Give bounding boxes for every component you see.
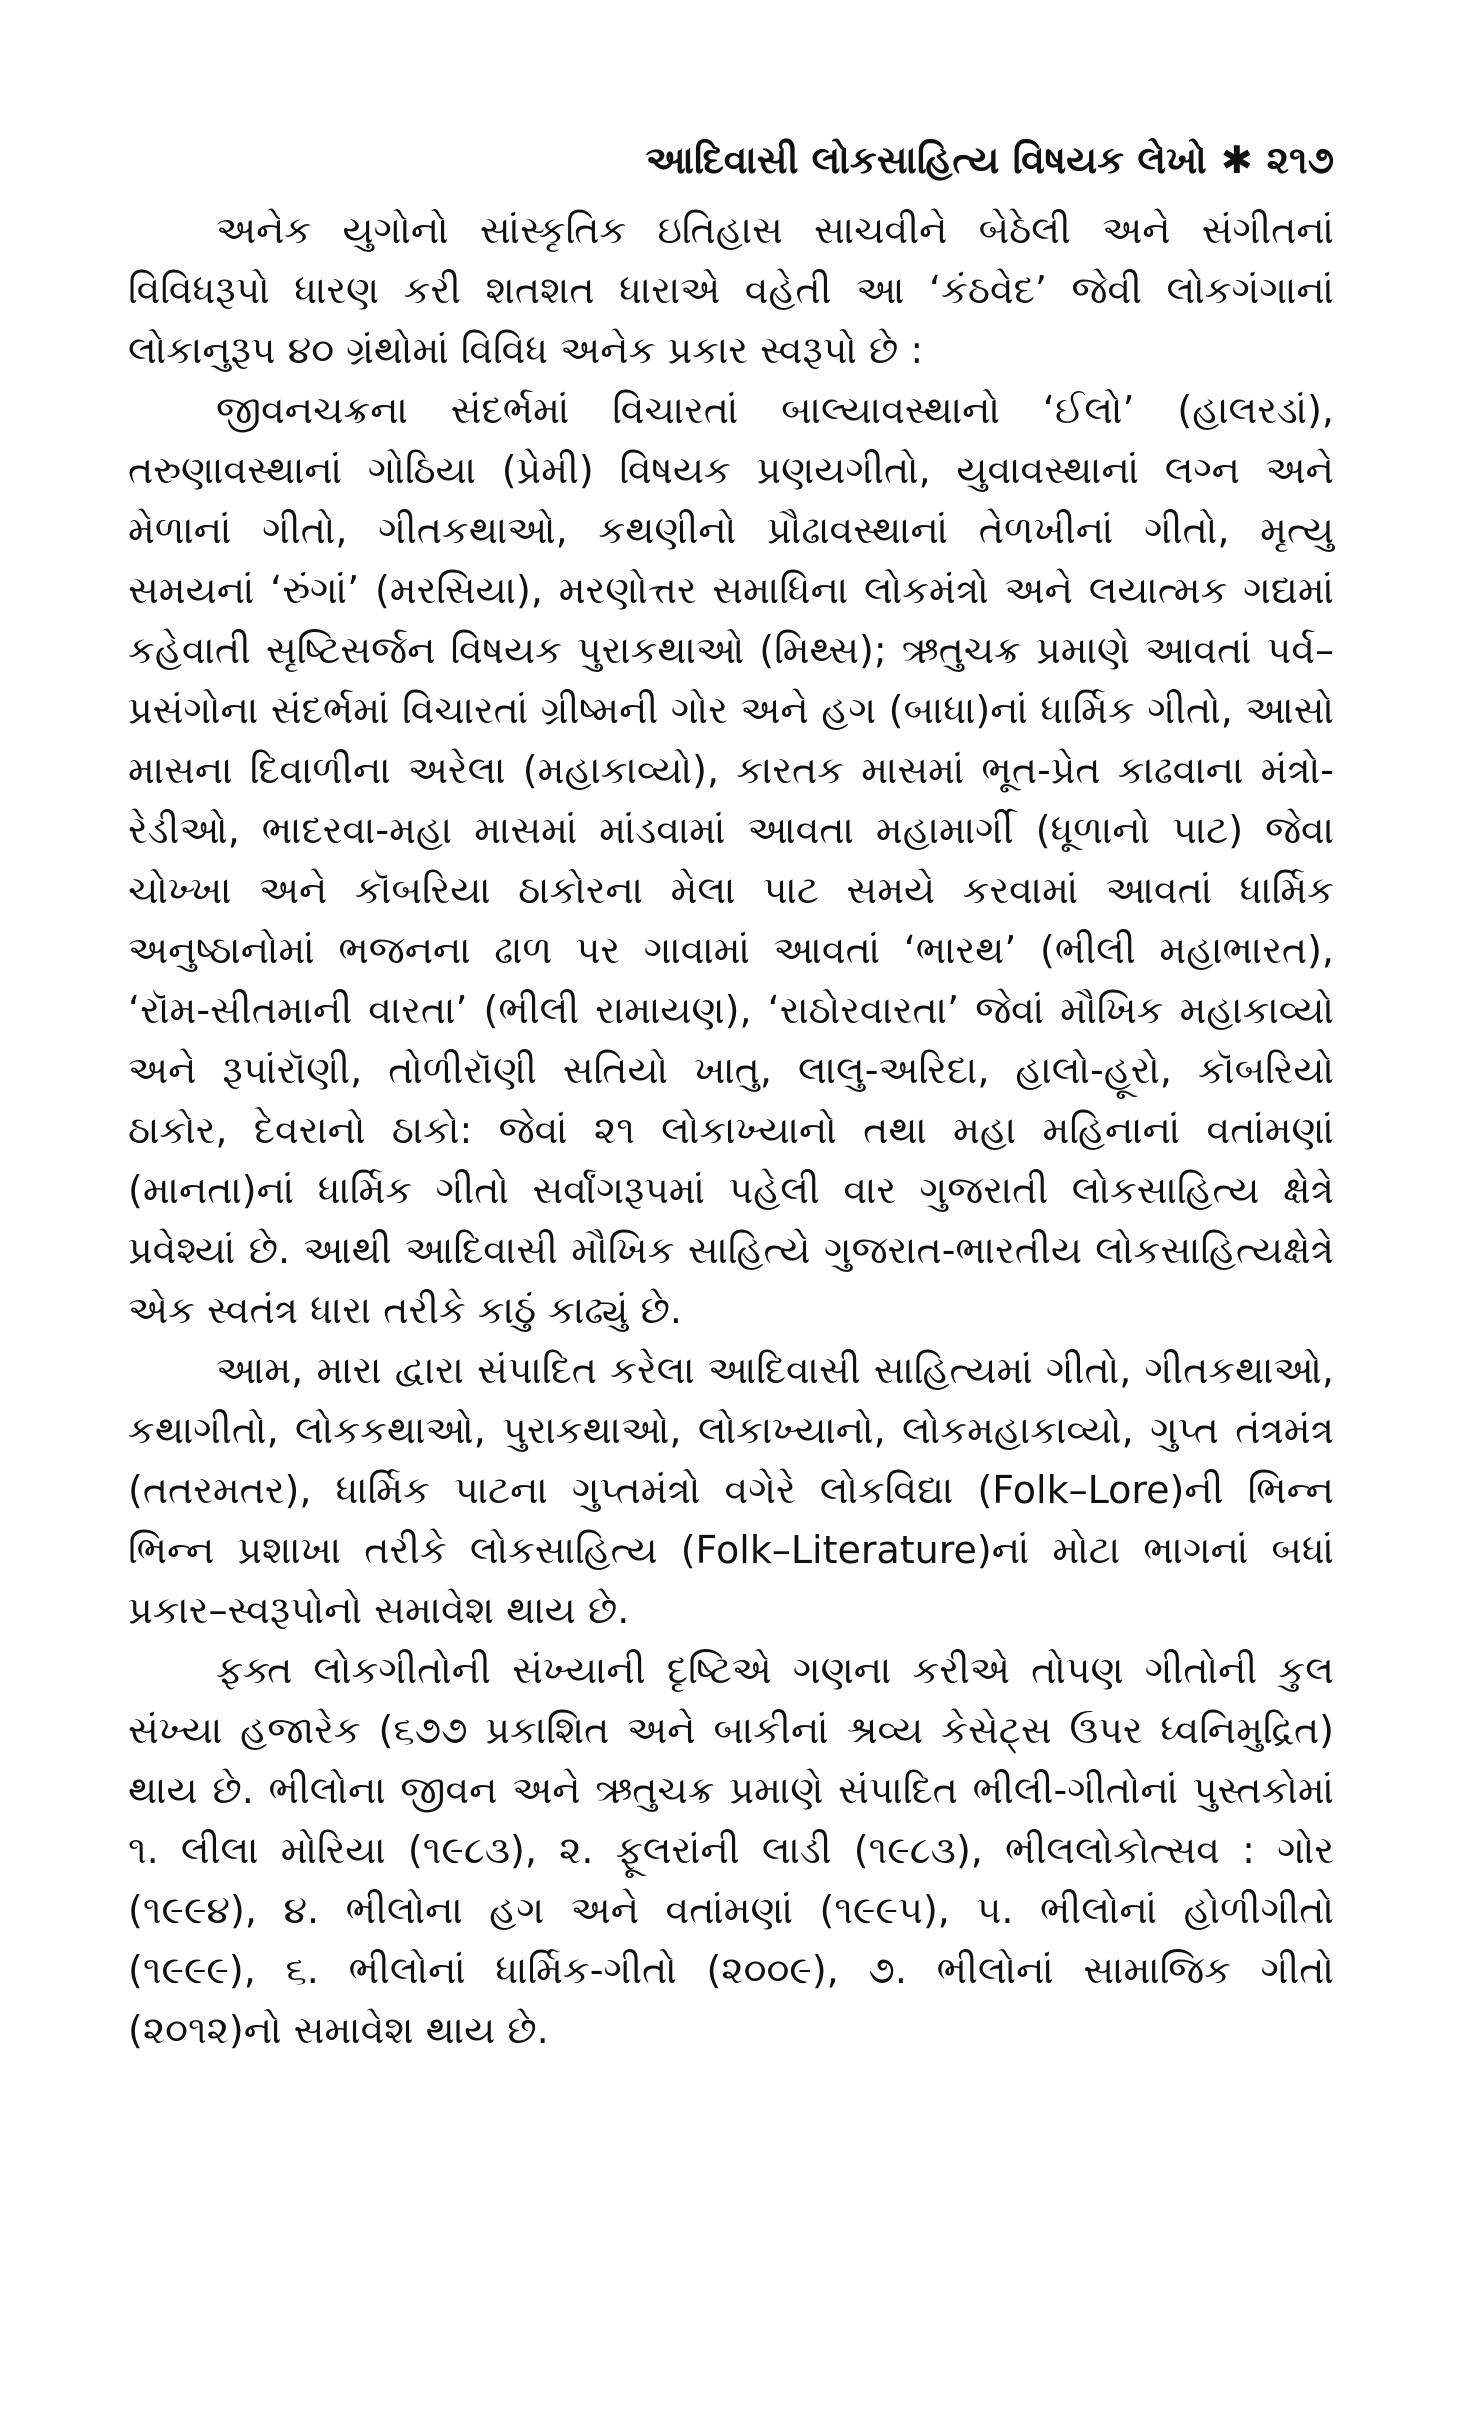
body-text xyxy=(128,200,1334,2060)
paragraph-3: આમ, મારા દ્વારા સંપાદિત કરેલા આદિવાસી સાહિત્યમાં ગીતો, ગીતકથાઓ, કથાગીતો, લોકકથાઓ, પુરાકથાઓ, લોકાખ્યાનો, લોકમહાકાવ્યો, ગુપ્ત તંત્રમંત્ર (તતરમતર), ધાર્મિક પાટના ગુપ્તમંત્રો વગેરે લોકવિદ્યા (Folk–Lore)ની ભિન્ન ભિન્ન પ્રશાખા તરીકે લોકસાહિત્ય (Folk–Literature)નાં મોટા ભાગનાં બધાં પ્રકાર–સ્વરૂપોનો સમાવેશ થાય છે. xyxy=(128,1348,1334,1632)
running-title: આદિવાસી લોકસાહિત્ય વિષયક લેખો xyxy=(645,138,1207,182)
separator-star: ✱ xyxy=(1220,138,1253,182)
paragraph-2: જીવનચક્રના સંદર્ભમાં વિચારતાં બાલ્યાવસ્થાનો ‘ઈલો’ (હાલરડાં), તરુણાવસ્થાનાં ગોઠિયા (પ્રેમી) વિષયક પ્રણયગીતો, યુવાવસ્થાનાં લગ્ન અને મેળાનાં ગીતો, ગીતકથાઓ, કથણીનો પ્રૌઢાવસ્થાનાં તેળખીનાં ગીતો, મૃત્યુ સમયનાં ‘રુંગાં’ (મરસિયા), મરણોત્તર સમાધિના લોકમંત્રો અને લયાત્મક ગદ્યમાં કહેવાતી સૃષ્ટિસર્જન વિષયક પુરાકથાઓ (મિથ્સ); ઋતુચક્ર પ્રમાણે આવતાં પર્વ–પ્રસંગોના સંદર્ભમાં વિચારતાં ગ્રીષ્મની ગોર અને હગ (બાધા)નાં ધાર્મિક ગીતો, આસો માસના દિવાળીના અરેલા (મહાકાવ્યો), કારતક માસમાં ભૂત-પ્રેત કાઢવાના મંત્રો-રેડીઓ, ભાદરવા-મહા માસમાં માંડવામાં આવતા મહામાર્ગી (ધૂળાનો પાટ) જેવા ચોખ્ખા અને કૉબરિયા ઠાકોરના મેલા પાટ સમયે કરવામાં આવતાં ધાર્મિક અનુષ્ઠાનોમાં ભજનના ઢાળ પર ગાવામાં આવતાં ‘ભારથ’ (ભીલી મહાભારત), ‘રૉમ-સીતમાની વારતા’ (ભીલી રામાયણ), ‘રાઠોરવારતા’ જેવાં મૌખિક મહાકાવ્યો અને રૂપાંરૉણી, તોળીરૉણી સતિયો ખાતુ, લાલુ-અરિદા, હાલો-હૂરો, કૉબરિયો ઠાકોર, દેવરાનો ઠાકો: જેવાં ૨૧ લોકાખ્યાનો તથા મહા મહિનાનાં વતાંમણાં (માનતા)નાં ધાર્મિક ગીતો સર્વાંગરૂપમાં પહેલી વાર ગુજરાતી લોકસાહિત્ય ક્ષેત્રે પ્રવેશ્યાં છે. આથી આદિવાસી મૌખિક સાહિત્યે ગુજરાત-ભારતીય લોકસાહિત્યક્ષેત્રે એક સ્વતંત્ર ધારા તરીકે કાઠું કાઢ્યું છે. xyxy=(128,388,1334,1332)
paragraph-4: ફક્ત લોકગીતોની સંખ્યાની દૃષ્ટિએ ગણના કરીએ તોપણ ગીતોની કુલ સંખ્યા હજારેક (૬૭૭ પ્રકાશિત અને બાકીનાં શ્રવ્ય કેસેટ્સ ઉપર ધ્વનિમુદ્રિત) થાય છે. ભીલોના જીવન અને ઋતુચક્ર પ્રમાણે સંપાદિત ભીલી-ગીતોનાં પુસ્તકોમાં ૧. લીલા મોરિયા (૧૯૮૩), ૨. ફૂલરાંની લાડી (૧૯૮૩), ભીલલોકોત્સવ : ગોર (૧૯૯૪), ૪. ભીલોના હગ અને વતાંમણાં (૧૯૯૫), ૫. ભીલોનાં હોળીગીતો (૧૯૯૯), ૬. ભીલોનાં ધાર્મિક-ગીતો (૨૦૦૯), ૭. ભીલોનાં સામાજિક ગીતો (૨૦૧૨)નો સમાવેશ થાય છે. xyxy=(128,1648,1334,2052)
page-number: ૨૧૭ xyxy=(1266,138,1334,182)
running-header xyxy=(128,130,1334,190)
paragraph-1: અનેક યુગોનો સાંસ્કૃતિક ઇતિહાસ સાચવીને બેઠેલી અને સંગીતનાં વિવિધરૂપો ધારણ કરી શતશત ધારાએ વહેતી આ ‘કંઠવેદ’ જેવી લોકગંગાનાં લોકાનુરૂપ ૪૦ ગ્રંથોમાં વિવિધ અનેક પ્રકાર સ્વરૂપો છે : xyxy=(128,208,1334,372)
